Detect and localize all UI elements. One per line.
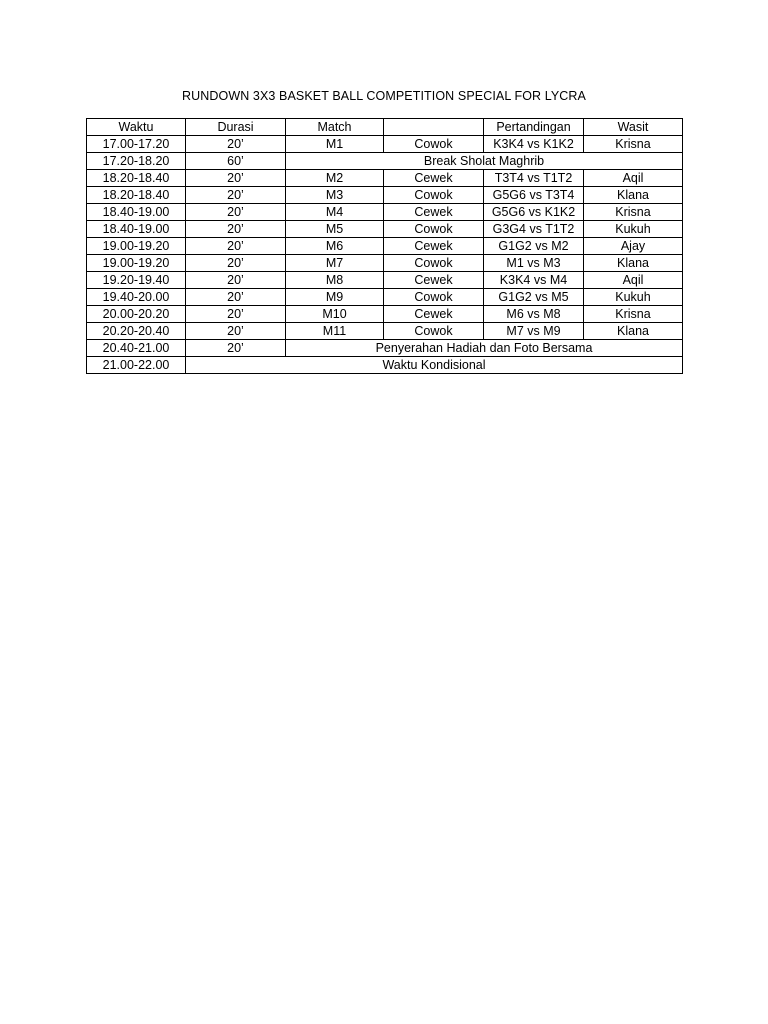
table-row xyxy=(87,272,683,289)
cell-gender: Cewek xyxy=(384,306,484,323)
cell-wasit: Klana xyxy=(584,187,683,204)
cell-waktu: 18.20-18.40 xyxy=(87,187,186,204)
table-row-break xyxy=(87,153,683,170)
cell-pertandingan: K3K4 vs K1K2 xyxy=(484,136,584,153)
cell-match: M6 xyxy=(286,238,384,255)
table-row xyxy=(87,221,683,238)
cell-durasi: 20’ xyxy=(186,255,286,272)
cell-pertandingan: K3K4 vs M4 xyxy=(484,272,584,289)
cell-match: M4 xyxy=(286,204,384,221)
cell-durasi: 20’ xyxy=(186,221,286,238)
header-waktu: Waktu xyxy=(87,119,186,136)
cell-waktu: 20.40-21.00 xyxy=(87,340,186,357)
cell-pertandingan: G5G6 vs K1K2 xyxy=(484,204,584,221)
cell-match: M10 xyxy=(286,306,384,323)
cell-gender: Cowok xyxy=(384,221,484,238)
cell-durasi: 20’ xyxy=(186,323,286,340)
cell-waktu: 20.20-20.40 xyxy=(87,323,186,340)
cell-pertandingan: G5G6 vs T3T4 xyxy=(484,187,584,204)
table-row xyxy=(87,204,683,221)
cell-waktu: 19.20-19.40 xyxy=(87,272,186,289)
cell-gender: Cewek xyxy=(384,238,484,255)
cell-waktu: 17.00-17.20 xyxy=(87,136,186,153)
cell-durasi: 20’ xyxy=(186,272,286,289)
cell-match: M9 xyxy=(286,289,384,306)
cell-gender: Cowok xyxy=(384,289,484,306)
cell-wasit: Aqil xyxy=(584,272,683,289)
cell-durasi: 20’ xyxy=(186,187,286,204)
cell-gender: Cowok xyxy=(384,255,484,272)
cell-durasi: 20’ xyxy=(186,204,286,221)
cell-durasi: 20’ xyxy=(186,136,286,153)
cell-durasi: 20’ xyxy=(186,306,286,323)
table-row-closing xyxy=(87,357,683,374)
cell-waktu: 21.00-22.00 xyxy=(87,357,186,374)
cell-waktu: 20.00-20.20 xyxy=(87,306,186,323)
cell-wasit: Aqil xyxy=(584,170,683,187)
cell-gender: Cewek xyxy=(384,204,484,221)
cell-match: M8 xyxy=(286,272,384,289)
cell-durasi: 20’ xyxy=(186,238,286,255)
cell-waktu: 19.00-19.20 xyxy=(87,255,186,272)
table-row xyxy=(87,136,683,153)
header-match: Match xyxy=(286,119,384,136)
cell-wasit: Kukuh xyxy=(584,221,683,238)
cell-wasit: Krisna xyxy=(584,306,683,323)
header-gender xyxy=(384,119,484,136)
header-pertandingan: Pertandingan xyxy=(484,119,584,136)
cell-wasit: Klana xyxy=(584,323,683,340)
cell-gender: Cowok xyxy=(384,187,484,204)
cell-gender: Cowok xyxy=(384,323,484,340)
cell-pertandingan: G3G4 vs T1T2 xyxy=(484,221,584,238)
cell-pertandingan: G1G2 vs M2 xyxy=(484,238,584,255)
cell-wasit: Ajay xyxy=(584,238,683,255)
cell-wasit: Klana xyxy=(584,255,683,272)
cell-match: M1 xyxy=(286,136,384,153)
cell-pertandingan: T3T4 vs T1T2 xyxy=(484,170,584,187)
cell-note: Waktu Kondisional xyxy=(186,357,683,374)
cell-gender: Cowok xyxy=(384,136,484,153)
cell-match: M7 xyxy=(286,255,384,272)
cell-waktu: 19.40-20.00 xyxy=(87,289,186,306)
cell-durasi: 20’ xyxy=(186,289,286,306)
cell-note: Penyerahan Hadiah dan Foto Bersama xyxy=(286,340,683,357)
cell-gender: Cewek xyxy=(384,170,484,187)
table-row xyxy=(87,170,683,187)
cell-wasit: Kukuh xyxy=(584,289,683,306)
cell-durasi: 20’ xyxy=(186,340,286,357)
table-row-award xyxy=(87,340,683,357)
rundown-table xyxy=(86,118,683,374)
header-wasit: Wasit xyxy=(584,119,683,136)
rundown-table-body xyxy=(87,119,683,374)
cell-waktu: 18.40-19.00 xyxy=(87,204,186,221)
table-header-row xyxy=(87,119,683,136)
cell-pertandingan: M7 vs M9 xyxy=(484,323,584,340)
cell-waktu: 19.00-19.20 xyxy=(87,238,186,255)
table-row xyxy=(87,238,683,255)
cell-gender: Cewek xyxy=(384,272,484,289)
cell-wasit: Krisna xyxy=(584,136,683,153)
cell-waktu: 18.20-18.40 xyxy=(87,170,186,187)
table-row xyxy=(87,187,683,204)
cell-pertandingan: G1G2 vs M5 xyxy=(484,289,584,306)
cell-pertandingan: M1 vs M3 xyxy=(484,255,584,272)
table-row xyxy=(87,289,683,306)
cell-wasit: Krisna xyxy=(584,204,683,221)
cell-durasi: 20’ xyxy=(186,170,286,187)
cell-durasi: 60’ xyxy=(186,153,286,170)
table-row xyxy=(87,306,683,323)
page-title: RUNDOWN 3X3 BASKET BALL COMPETITION SPECIAL FOR LYCRA xyxy=(182,89,586,103)
cell-match: M5 xyxy=(286,221,384,238)
cell-waktu: 17.20-18.20 xyxy=(87,153,186,170)
cell-pertandingan: M6 vs M8 xyxy=(484,306,584,323)
cell-match: M11 xyxy=(286,323,384,340)
cell-waktu: 18.40-19.00 xyxy=(87,221,186,238)
cell-match: M3 xyxy=(286,187,384,204)
header-durasi: Durasi xyxy=(186,119,286,136)
table-row xyxy=(87,255,683,272)
cell-match: M2 xyxy=(286,170,384,187)
cell-note: Break Sholat Maghrib xyxy=(286,153,683,170)
table-row xyxy=(87,323,683,340)
